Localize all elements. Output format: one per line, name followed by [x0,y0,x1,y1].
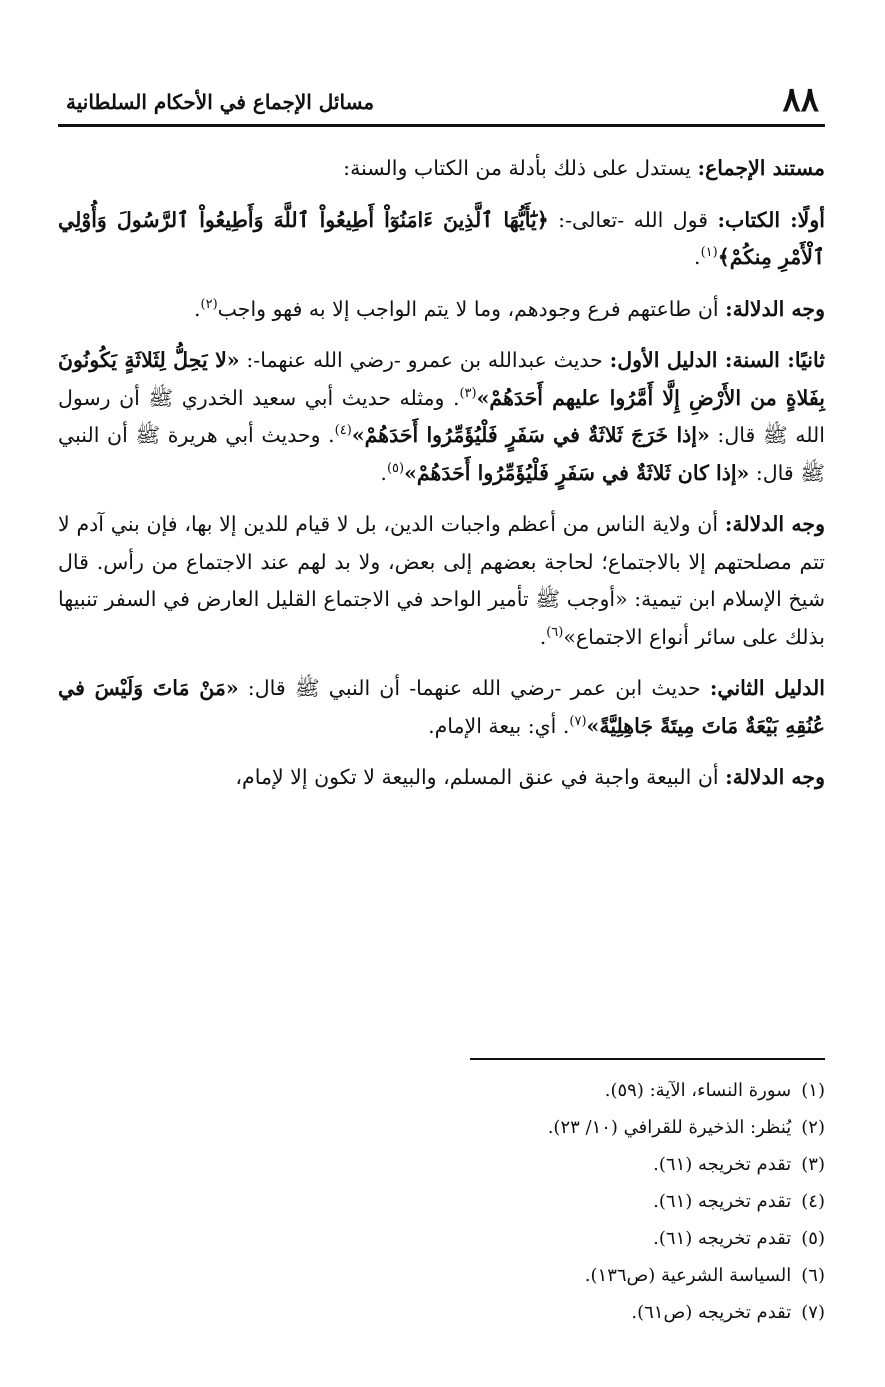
text-dalala-1: أن طاعتهم فرع وجودهم، وما لا يتم الواجب إلا به فهو واجب [217,296,726,321]
footnote [58,1294,825,1331]
label-mustanad: مستند الإجماع: [697,156,825,180]
label-dalala-2: وجه الدلالة: [724,512,825,536]
period: . [694,245,701,269]
text-kitab: قول الله -تعالى-: [548,207,718,232]
text-sunna-1: حديث عبدالله بن عمرو -رضي الله عنهما-: [239,348,610,372]
quran-verse: ﴿يَٰٓأَيُّهَا ٱلَّذِينَ ءَامَنُوٓاْ أَطِيعُواْ ٱللَّهَ وَأَطِيعُواْ ٱلرَّسُولَ وَأُوْلِي ٱلْأَمْرِ مِنكُمْ﴾ [58,207,825,269]
footnote [58,1146,825,1183]
hadith-4: «مَنْ مَاتَ وَلَيْسَ في عُنُقِهِ بَيْعَةٌ مَاتَ مِيتَةً جَاهِلِيَّةً» [58,676,825,738]
paragraph-kitab [58,202,825,277]
label-first-evidence: الدليل الأول: [609,348,725,372]
footnote-ref-1: (١) [700,245,718,261]
text-second-evidence-2: . أي: بيعة الإمام. [428,713,570,738]
footnote-text: السياسة الشرعية (ص١٣٦). [584,1265,792,1286]
footnote-ref-4: (٤) [334,423,352,439]
footnote [58,1220,825,1257]
hadith-1: «لا يَحِلُّ لِثَلاثَةٍ يَكُونُونَ بِفَلاةٍ من الأَرْضِ إِلَّا أَمَّرُوا عليهم أَحَدَهُمْ» [58,348,825,410]
footnote-ref-3: (٣) [459,385,477,401]
footnote-number: (٤) [801,1191,825,1212]
text-sunna-2: . ومثله حديث أبي سعيد الخدري ﷺ أن رسول الله ﷺ قال: [58,385,825,447]
footnote-number: (١) [801,1080,825,1101]
text-mustanad: يستدل على ذلك بأدلة من الكتاب والسنة: [343,156,698,180]
footnote-number: (٢) [801,1117,825,1138]
period: . [380,460,387,485]
footnote-number: (٦) [801,1265,825,1286]
footnote-ref-2: (٢) [200,296,218,312]
hadith-2: «إذا خَرَجَ ثَلاثَةٌ في سَفَرٍ فَلْيُؤَمِّرُوا أَحَدَهُمْ» [351,423,710,447]
footnote-text: يُنظر: الذخيرة للقرافي (١٠/ ٢٣). [547,1117,792,1138]
main-text [58,150,825,811]
footnote-text: تقدم تخريجه (٦١). [653,1154,792,1175]
paragraph-sunna [58,342,825,492]
footnote-divider [470,1058,825,1060]
period: . [539,624,547,649]
footnote-text: سورة النساء، الآية: (٥٩). [604,1080,792,1101]
label-kitab: أولًا: الكتاب: [717,207,825,232]
footnote-ref-6: (٦) [546,624,564,640]
footnote-number: (٧) [801,1302,825,1323]
text-dalala-2: أن ولاية الناس من أعظم واجبات الدين، بل لا قيام للدين إلا بها، فإن بني آدم لا تتم مصلحتهم إلا بالاجتماع؛ لحاجة بعضهم إلى بعض، ولا بد لهم عند الاجتماع من رأس. قال شيخ الإسلام ابن تيمية: «أوجب ﷺ تأمير الواحد في الاجتماع القليل العارض في السفر تنبيها بذلك على سائر أنواع الاجتماع» [58,512,825,649]
footnote-text: تقدم تخريجه (ص٦١). [631,1302,792,1323]
footnote-number: (٣) [801,1154,825,1175]
footnote-text: تقدم تخريجه (٦١). [653,1228,792,1249]
paragraph-dalala-2 [58,506,825,656]
text-sunna-3: . وحديث أبي هريرة ﷺ أن النبي ﷺ قال: [58,423,825,485]
footnotes [58,1072,825,1331]
hadith-3: «إذا كان ثَلاثَةٌ في سَفَرٍ فَلْيُؤَمِّرُوا أَحَدَهُمْ» [404,460,750,485]
page-header [58,80,825,127]
label-sunna: ثانيًا: السنة: [724,348,825,372]
period: . [193,296,201,321]
footnote-ref-7: (٧) [569,713,587,729]
footnote-ref-5: (٥) [386,460,405,476]
paragraph-mustanad [58,150,825,188]
label-second-evidence: الدليل الثاني: [709,676,825,700]
footnote [58,1183,825,1220]
footnote [58,1109,825,1146]
page-number: ٨٨ [782,80,819,120]
paragraph-dalala-3 [58,759,825,797]
footnote-text: تقدم تخريجه (٦١). [653,1191,792,1212]
text-dalala-3: أن البيعة واجبة في عنق المسلم، والبيعة لا تكون إلا لإمام، [235,765,726,789]
footnote [58,1072,825,1109]
footnote-number: (٥) [801,1228,825,1249]
paragraph-dalala-1 [58,291,825,329]
label-dalala-1: وجه الدلالة: [725,296,825,321]
label-dalala-3: وجه الدلالة: [725,765,825,789]
text-second-evidence-1: حديث ابن عمر -رضي الله عنهما- أن النبي ﷺ قال: [238,676,710,700]
paragraph-second-evidence [58,670,825,745]
footnote [58,1257,825,1294]
running-title: مسائل الإجماع في الأحكام السلطانية [66,90,375,114]
